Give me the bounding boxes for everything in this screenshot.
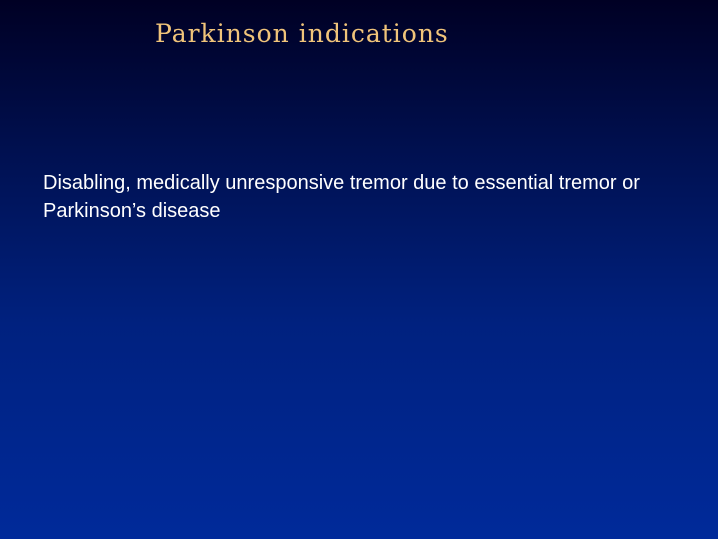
slide-body-text: Disabling, medically unresponsive tremor due to essential tremor or Parkinson’s disease — [43, 172, 640, 222]
slide-title: Parkinson indications — [155, 19, 449, 48]
